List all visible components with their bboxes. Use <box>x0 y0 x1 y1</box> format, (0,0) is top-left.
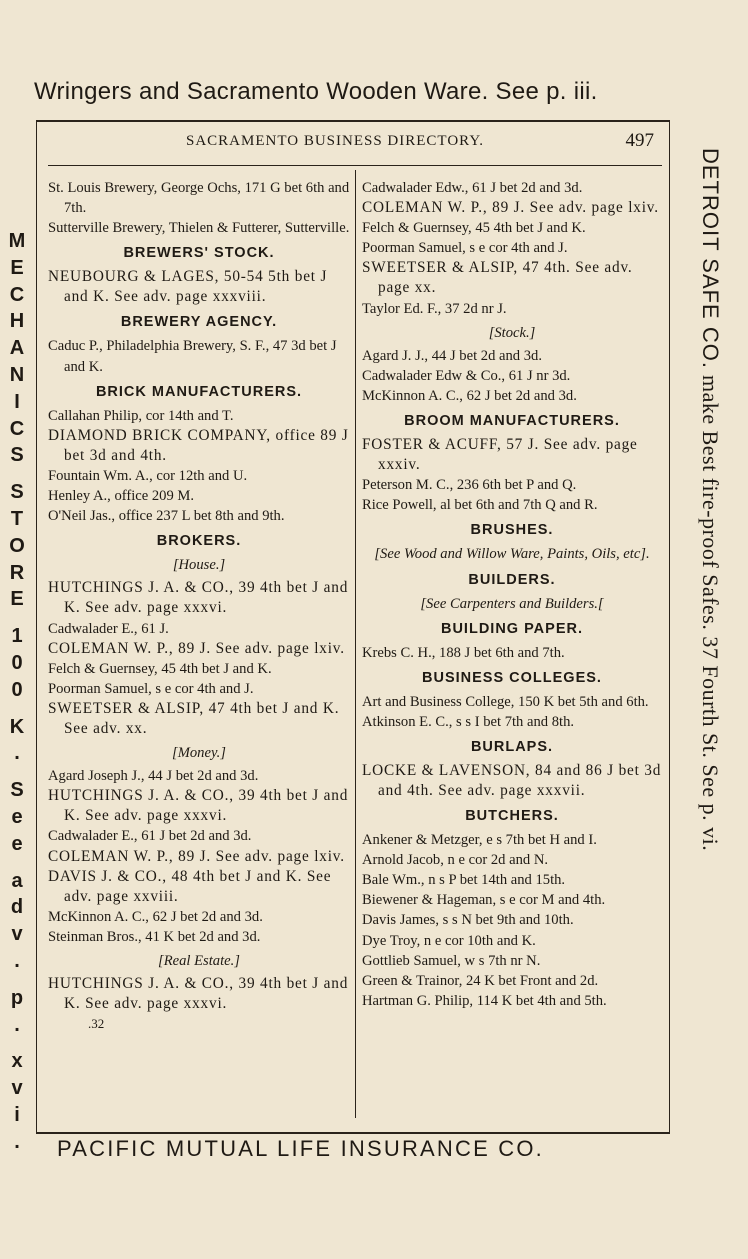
listing: COLEMAN W. P., 89 J. See adv. page lxiv. <box>362 199 659 217</box>
listing: Cadwalader Edw., 61 J bet 2d and 3d. <box>362 180 583 196</box>
left-ad-letter: p <box>10 986 24 1009</box>
category-heading: BRICK MANUFACTURERS. <box>95 383 303 400</box>
left-ad-letter: C <box>9 417 25 440</box>
cross-reference-note: [See Carpenters and Builders.[ <box>420 595 604 612</box>
left-ad-letter: K <box>9 715 25 738</box>
signature-mark: .32 <box>88 1016 105 1032</box>
subcategory-label: [House.] <box>172 557 226 574</box>
category-heading: BROKERS. <box>156 533 242 550</box>
right-ad-text: make Best fire-proof Safes. 37 Fourth St. See p. vi. <box>698 368 723 852</box>
left-ad-letter: H <box>9 310 25 333</box>
top-advertisement: Wringers and Sacramento Wooden Ware. See p. iii. <box>34 78 598 105</box>
listing: Poorman Samuel, s e cor 4th and J. <box>48 680 254 697</box>
left-ad-letter: O <box>9 534 25 557</box>
left-ad-letter <box>14 704 20 714</box>
bottom-advertisement: PACIFIC MUTUAL LIFE INSURANCE CO. <box>57 1136 544 1161</box>
left-ad-letter: . <box>14 1130 20 1153</box>
left-ad-letter: x <box>11 1050 23 1073</box>
listing: HUTCHINGS J. A. & CO., 39 4th bet J and K. See adv. page xxxvi. <box>48 579 349 617</box>
listing: Davis James, s s N bet 9th and 10th. <box>362 912 574 929</box>
listing: HUTCHINGS J. A. & CO., 39 4th bet J and K. See adv. page xxxvi. <box>48 975 349 1013</box>
listing: Felch & Guernsey, 45 4th bet J and K. <box>48 660 272 677</box>
listing: Felch & Guernsey, 45 4th bet J and K. <box>362 220 586 237</box>
listing: Rice Powell, al bet 6th and 7th Q and R. <box>362 497 598 514</box>
listing: Biewener & Hageman, s e cor M and 4th. <box>362 892 606 909</box>
listing: Hartman G. Philip, 114 K bet 4th and 5th. <box>362 992 607 1009</box>
listing: SWEETSER & ALSIP, 47 4th. See adv. page xx. <box>362 259 633 297</box>
page-number: 497 <box>625 130 654 151</box>
listing: Bale Wm., n s P bet 14th and 15th. <box>362 872 566 889</box>
left-ad-letter: e <box>11 805 23 828</box>
listing: Atkinson E. C., s s I bet 7th and 8th. <box>362 713 575 730</box>
listing: COLEMAN W. P., 89 J. See adv. page lxiv. <box>48 639 345 657</box>
listing: St. Louis Brewery, George Ochs, 171 G bet 6th and 7th. <box>48 180 350 217</box>
left-margin-advertisement <box>0 228 34 1156</box>
subcategory-label: [Stock.] <box>488 324 536 341</box>
category-heading: BUILDERS. <box>468 571 556 588</box>
listing: Agard Joseph J., 44 J bet 2d and 3d. <box>48 768 259 785</box>
listing: Henley A., office 209 M. <box>48 488 195 505</box>
right-ad-company: DETROIT SAFE CO. <box>698 148 723 369</box>
left-ad-letter: I <box>14 390 20 413</box>
left-ad-letter: M <box>8 230 26 252</box>
listing: Fountain Wm. A., cor 12th and U. <box>48 467 248 484</box>
left-ad-letter: 0 <box>11 678 23 701</box>
listing: Agard J. J., 44 J bet 2d and 3d. <box>362 347 542 364</box>
listing: Cadwalader Edw & Co., 61 J nr 3d. <box>362 367 571 384</box>
category-heading: BUSINESS COLLEGES. <box>422 669 602 686</box>
left-ad-letter <box>14 613 20 623</box>
left-ad-letter: v <box>11 1077 23 1100</box>
listing: McKinnon A. C., 62 J bet 2d and 3d. <box>362 387 577 404</box>
listing: DIAMOND BRICK COMPANY, office 89 J bet 3d and 4th. <box>48 426 349 464</box>
running-header <box>36 130 668 159</box>
left-ad-letter: N <box>9 363 25 386</box>
header-rule <box>48 165 662 166</box>
left-ad-letter: e <box>11 832 23 855</box>
left-ad-letter: E <box>10 256 24 279</box>
listing: Gottlieb Samuel, w s 7th nr N. <box>362 952 541 969</box>
listing: Ankener & Metzger, e s 7th bet H and I. <box>362 832 597 849</box>
directory-title: SACRAMENTO BUSINESS DIRECTORY. <box>186 133 484 149</box>
category-heading: BRUSHES. <box>470 522 554 539</box>
category-heading: BURLAPS. <box>470 738 554 755</box>
left-ad-letter: 0 <box>11 651 23 674</box>
listing: Art and Business College, 150 K bet 5th and 6th. <box>362 693 649 710</box>
category-heading: BUTCHERS. <box>465 808 559 825</box>
listing: SWEETSER & ALSIP, 47 4th bet J and K. See adv. xx. <box>48 699 340 737</box>
left-ad-letter: . <box>14 949 20 972</box>
listing: FOSTER & ACUFF, 57 J. See adv. page xxxiv. <box>362 436 638 474</box>
listing: Poorman Samuel, s e cor 4th and J. <box>362 240 568 257</box>
left-ad-letter: a <box>11 869 23 892</box>
right-column <box>362 178 662 1011</box>
left-ad-letter <box>14 858 20 868</box>
left-ad-letter: T <box>10 507 24 530</box>
listing: Caduc P., Philadelphia Brewery, S. F., 47 3d bet J and K. <box>48 338 337 375</box>
listing: McKinnon A. C., 62 J bet 2d and 3d. <box>48 908 263 925</box>
category-heading: BROOM MANUFACTURERS. <box>404 413 620 430</box>
left-ad-letter <box>14 767 20 777</box>
listing: HUTCHINGS J. A. & CO., 39 4th bet J and K. See adv. page xxxvi. <box>48 787 349 825</box>
left-ad-letter: . <box>14 1013 20 1036</box>
right-margin-advertisement <box>695 148 725 851</box>
listing: Arnold Jacob, n e cor 2d and N. <box>362 852 549 869</box>
listing: Steinman Bros., 41 K bet 2d and 3d. <box>48 928 261 945</box>
column-divider <box>355 170 356 1118</box>
listing: Dye Troy, n e cor 10th and K. <box>362 932 536 949</box>
listing: O'Neil Jas., office 237 L bet 8th and 9th. <box>48 508 285 525</box>
left-ad-letter: E <box>10 588 24 611</box>
left-ad-letter: S <box>10 779 24 802</box>
left-ad-letter: i <box>14 1103 20 1126</box>
category-heading: BUILDING PAPER. <box>440 620 584 637</box>
listing: Taylor Ed. F., 37 2d nr J. <box>362 300 507 317</box>
subcategory-label: [Money.] <box>172 745 226 762</box>
left-ad-letter <box>14 975 20 985</box>
listing: Green & Trainor, 24 K bet Front and 2d. <box>362 972 599 989</box>
listing: Peterson M. C., 236 6th bet P and Q. <box>362 477 577 494</box>
listing: NEUBOURG & LAGES, 50-54 5th bet J and K. See adv. page xxxviii. <box>48 268 328 306</box>
listing: LOCKE & LAVENSON, 84 and 86 J bet 3d and 4th. See adv. page xxxvii. <box>362 761 662 799</box>
left-ad-letter: R <box>9 561 25 584</box>
listing: Krebs C. H., 188 J bet 6th and 7th. <box>362 644 565 661</box>
left-ad-letter: 1 <box>11 625 23 648</box>
listing: Sutterville Brewery, Thielen & Futterer, Sutterville. <box>48 220 350 237</box>
category-heading: BREWERS' STOCK. <box>123 245 275 262</box>
left-ad-letter: v <box>11 923 23 946</box>
subcategory-label: [Real Estate.] <box>158 953 240 969</box>
left-ad-letter: d <box>10 896 24 919</box>
left-ad-letter: S <box>10 444 24 467</box>
listing: Cadwalader E., 61 J bet 2d and 3d. <box>48 828 252 845</box>
left-column <box>48 178 350 1034</box>
left-ad-letter: S <box>10 481 24 504</box>
left-ad-letter: C <box>9 283 25 306</box>
cross-reference-note: [See Wood and Willow Ware, Paints, Oils, etc]. <box>374 546 650 563</box>
left-ad-letter <box>14 1038 20 1048</box>
left-ad-letter: . <box>14 742 20 765</box>
listing: Callahan Philip, cor 14th and T. <box>48 407 234 424</box>
listing: Cadwalader E., 61 J. <box>48 620 169 637</box>
listing: DAVIS J. & CO., 48 4th bet J and K. See adv. page xxviii. <box>48 867 332 905</box>
left-ad-letter <box>14 469 20 479</box>
listing: COLEMAN W. P., 89 J. See adv. page lxiv. <box>48 847 345 865</box>
left-ad-letter: A <box>9 337 25 360</box>
category-heading: BREWERY AGENCY. <box>120 314 278 331</box>
